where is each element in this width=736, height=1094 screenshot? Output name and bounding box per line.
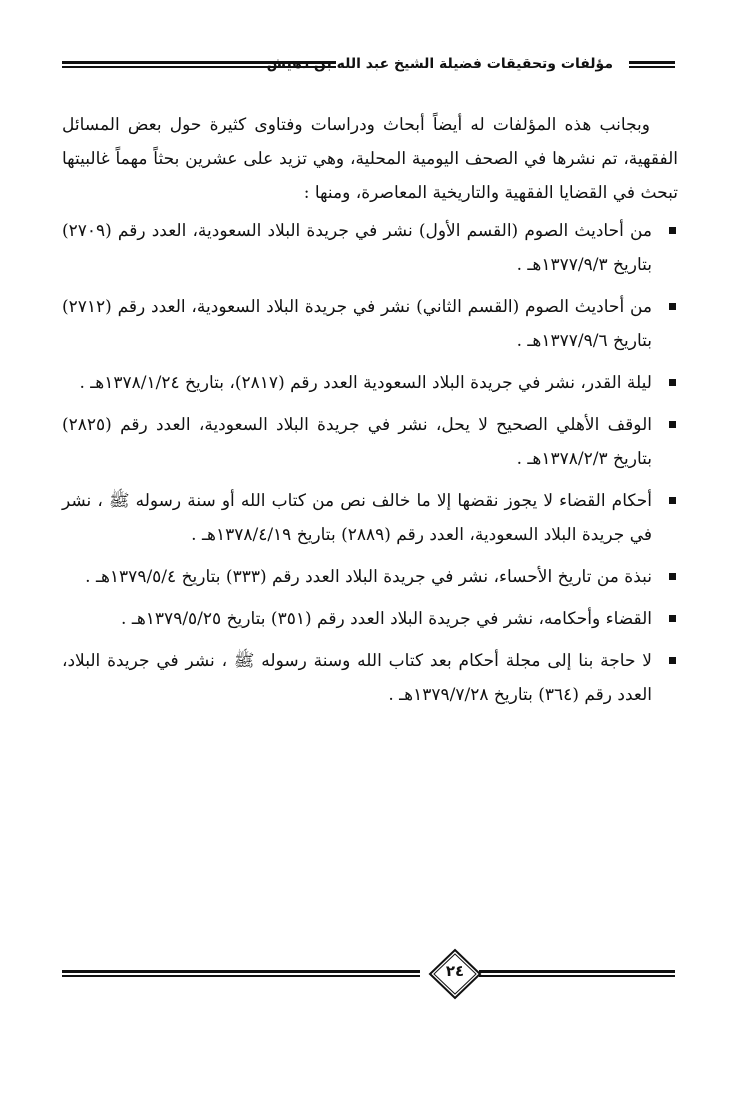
bullet-square-icon (669, 657, 676, 664)
list-item-text: ليلة القدر، نشر في جريدة البلاد السعودية العدد رقم (٢٨١٧)، بتاريخ ١٣٧٨/١/٢٤هـ . (79, 373, 652, 393)
list-item (62, 560, 678, 594)
bullet-square-icon (669, 421, 676, 428)
list-item-text: لا حاجة بنا إلى مجلة أحكام بعد كتاب الله وسنة رسوله ﷺ ، نشر في جريدة البلاد، العدد رقم (٣٦٤) بتاريخ ١٣٧٩/٧/٢٨هـ . (62, 651, 652, 705)
list-item-text: القضاء وأحكامه، نشر في جريدة البلاد العدد رقم (٣٥١) بتاريخ ١٣٧٩/٥/٢٥هـ . (121, 609, 652, 629)
list-item (62, 408, 678, 476)
bullet-square-icon (669, 227, 676, 234)
bullet-square-icon (669, 379, 676, 386)
page-body (62, 108, 678, 720)
page-number-badge (428, 948, 482, 1000)
publication-list (62, 214, 678, 712)
page-number: ٢٤ (445, 962, 465, 980)
bullet-square-icon (669, 615, 676, 622)
footer-rule-left (62, 970, 420, 977)
bullet-square-icon (669, 573, 676, 580)
footer-rule-right (479, 970, 675, 977)
list-item (62, 484, 678, 552)
list-item-text: نبذة من تاريخ الأحساء، نشر في جريدة البلاد العدد رقم (٣٣٣) بتاريخ ١٣٧٩/٥/٤هـ . (85, 567, 652, 587)
intro-paragraph: وبجانب هذه المؤلفات له أيضاً أبحاث ودراسات وفتاوى كثيرة حول بعض المسائل الفقهية، تم نشرها في الصحف اليومية المحلية، وهي تزيد على عشرين بحثاً مهماً غالبيتها تبحث في القضايا الفقهية والتاريخية المعاصرة، ومنها : (62, 115, 678, 203)
page-footer (62, 948, 675, 1000)
page-header (62, 52, 675, 76)
list-item-text: من أحاديث الصوم (القسم الثاني) نشر في جريدة البلاد السعودية، العدد رقم (٢٧١٢) بتاريخ ١٣٧٧/٩/٦هـ . (62, 297, 652, 351)
list-item-text: من أحاديث الصوم (القسم الأول) نشر في جريدة البلاد السعودية، العدد رقم (٢٧٠٩) بتاريخ ١٣٧٧/٩/٣هـ . (62, 221, 652, 275)
header-rule-right (629, 61, 675, 68)
list-item (62, 214, 678, 282)
list-item (62, 290, 678, 358)
list-item (62, 366, 678, 400)
header-rule-left (62, 61, 336, 68)
bullet-square-icon (669, 303, 676, 310)
header-title: مؤلفات وتحقيقات فضيلة الشيخ عبد الله بن دهيش (261, 52, 619, 76)
list-item-text: الوقف الأهلي الصحيح لا يحل، نشر في جريدة البلاد السعودية، العدد رقم (٢٨٢٥) بتاريخ ١٣٧٨/٢/٣هـ . (62, 415, 652, 469)
list-item (62, 602, 678, 636)
list-item-text: أحكام القضاء لا يجوز نقضها إلا ما خالف نص من كتاب الله أو سنة رسوله ﷺ ، نشر في جريدة البلاد السعودية، العدد رقم (٢٨٨٩) بتاريخ ١٣٧٨/٤/١٩هـ . (62, 491, 652, 545)
list-item (62, 644, 678, 712)
bullet-square-icon (669, 497, 676, 504)
